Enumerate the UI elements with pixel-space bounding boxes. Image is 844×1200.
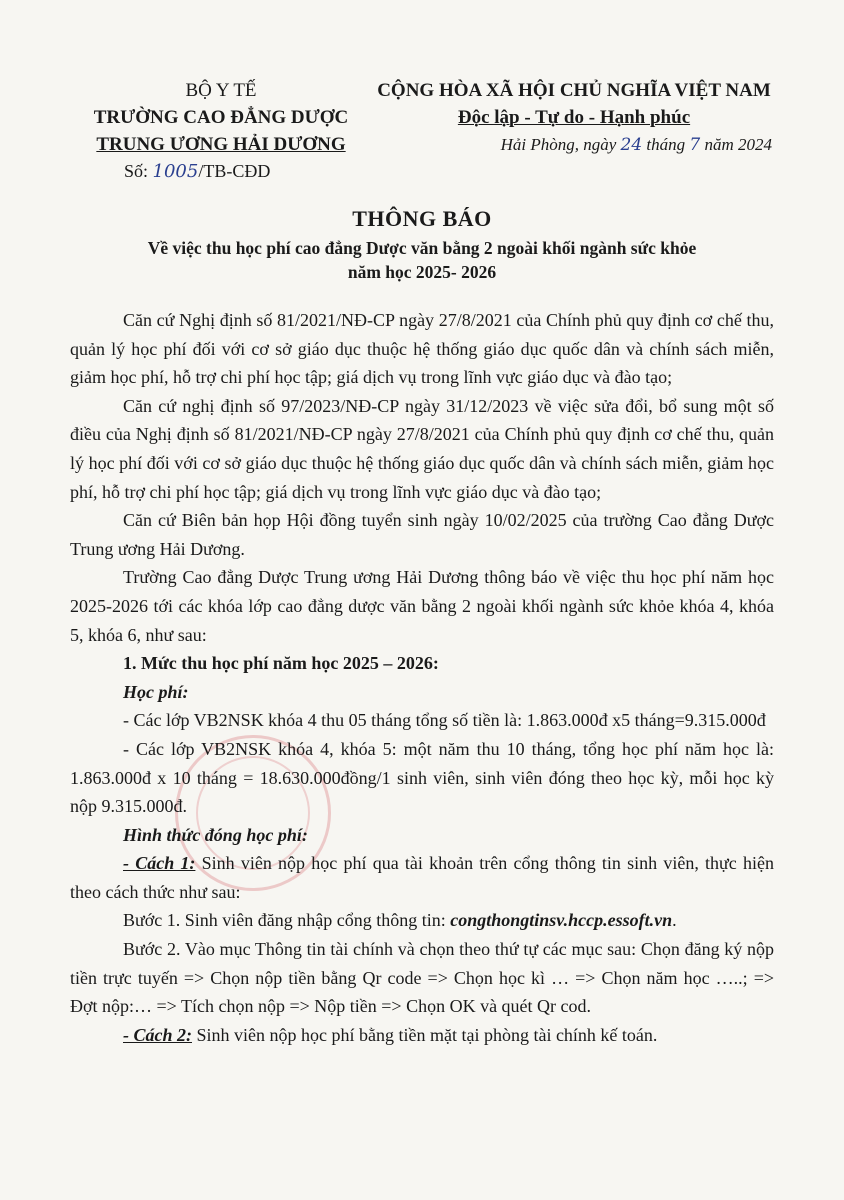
method-2-text: Sinh viên nộp học phí bằng tiền mặt tại phòng tài chính kế toán.: [192, 1024, 658, 1045]
issuer-header: [86, 77, 356, 185]
school-name-line1: TRƯỜNG CAO ĐẲNG DƯỢC: [93, 107, 349, 128]
subtitle-line2: năm học 2025- 2026: [347, 262, 497, 282]
method-1-label: - Cách 1:: [123, 853, 196, 874]
fee-item-1: - Các lớp VB2NSK khóa 4 thu 05 tháng tổng số tiền là: 1.863.000đ x5 tháng=9.315.000đ: [123, 710, 766, 731]
method-1-paragraph: [70, 849, 774, 906]
ministry-name: BỘ Y TẾ: [185, 80, 257, 101]
nation-name: CỘNG HÒA XÃ HỘI CHỦ NGHĨA VIỆT NAM: [377, 80, 771, 101]
method-2-label: - Cách 2:: [123, 1024, 192, 1045]
date-day: 24: [620, 135, 643, 155]
tuition-subheading: Học phí:: [123, 681, 189, 702]
legal-basis-paragraph-3: Căn cứ Biên bản họp Hội đồng tuyển sinh ngày 10/02/2025 của trường Cao đẳng Dược Trung ương Hải Dương.: [70, 510, 774, 559]
step-1-paragraph: [70, 906, 774, 935]
payment-method-subheading: Hình thức đóng học phí:: [123, 824, 308, 845]
method-1-text: Sinh viên nộp học phí qua tài khoản trên cổng thông tin sinh viên, thực hiện theo cách thức như sau:: [70, 853, 774, 902]
announcement-paragraph: Trường Cao đẳng Dược Trung ương Hải Dương thông báo về việc thu học phí năm học 2025-2026 tới các khóa lớp cao đẳng dược văn bằng 2 ngoài khối ngành sức khỏe khóa 4, khóa 5, khóa 6, như sau:: [70, 567, 774, 645]
number-handwritten: 1005: [152, 161, 199, 182]
section-1-heading: 1. Mức thu học phí năm học 2025 – 2026:: [123, 653, 439, 674]
place-date-prefix: Hải Phòng, ngày: [500, 135, 617, 154]
method-2-paragraph: [70, 1021, 774, 1050]
place-date: [372, 131, 776, 159]
document-subtitle: [60, 236, 784, 284]
document-body: [70, 306, 774, 1049]
legal-basis-paragraph-2: Căn cứ nghị định số 97/2023/NĐ-CP ngày 31/12/2023 về việc sửa đổi, bổ sung một số điều của Nghị định số 81/2021/NĐ-CP ngày 27/8/2021 của Chính phủ quy định cơ chế thu, quản lý học phí đối với cơ sở giáo dục thuộc hệ thống giáo dục quốc dân và chính sách miễn, giảm học phí, hỗ trợ chi phí học tập; giá dịch vụ trong lĩnh vực giáo dục và đào tạo;: [70, 395, 774, 502]
legal-basis-paragraph-1: Căn cứ Nghị định số 81/2021/NĐ-CP ngày 27/8/2021 của Chính phủ quy định cơ chế thu, quản lý học phí đối với cơ sở giáo dục thuộc hệ thống giáo dục quốc dân và chính sách miễn, giảm học phí, hỗ trợ chi phí học tập; giá dịch vụ trong lĩnh vực giáo dục và đào tạo;: [70, 310, 774, 388]
portal-link[interactable]: congthongtinsv.hccp.essoft.vn: [450, 910, 673, 931]
national-motto: Độc lập - Tự do - Hạnh phúc: [457, 107, 691, 128]
step-1-text: Bước 1. Sinh viên đăng nhập cổng thông tin:: [123, 910, 451, 931]
step-1-end: .: [672, 910, 677, 931]
document-number: [86, 158, 356, 185]
number-suffix: /TB-CĐD: [198, 161, 271, 181]
subtitle-line1: Về việc thu học phí cao đẳng Dược văn bằng 2 ngoài khối ngành sức khỏe: [147, 238, 697, 258]
month-label: tháng: [646, 135, 686, 154]
number-prefix: Số:: [124, 161, 149, 181]
fee-item-2: - Các lớp VB2NSK khóa 4, khóa 5: một năm thu 10 tháng, tổng học phí năm học là: 1.863.000đ x 10 tháng = 18.630.000đồng/1 sinh viên, sinh viên đóng theo học kỳ, mỗi học kỳ nộp 9.315.000đ.: [70, 738, 774, 817]
national-header: [372, 77, 776, 159]
school-name-line2: TRUNG ƯƠNG HẢI DƯƠNG: [96, 134, 346, 155]
year-label: năm 2024: [704, 135, 772, 154]
document-title: THÔNG BÁO: [352, 206, 492, 231]
date-month: 7: [689, 135, 701, 155]
step-2-paragraph: Bước 2. Vào mục Thông tin tài chính và chọn theo thứ tự các mục sau: Chọn đăng ký nộp tiền trực tuyến => Chọn nộp tiền bằng Qr code => Chọn học kì … => Chọn năm học …..; => Đợt nộp:… => Tích chọn nộp => Nộp tiền => Chọn OK và quét Qr cod.: [70, 939, 774, 1017]
